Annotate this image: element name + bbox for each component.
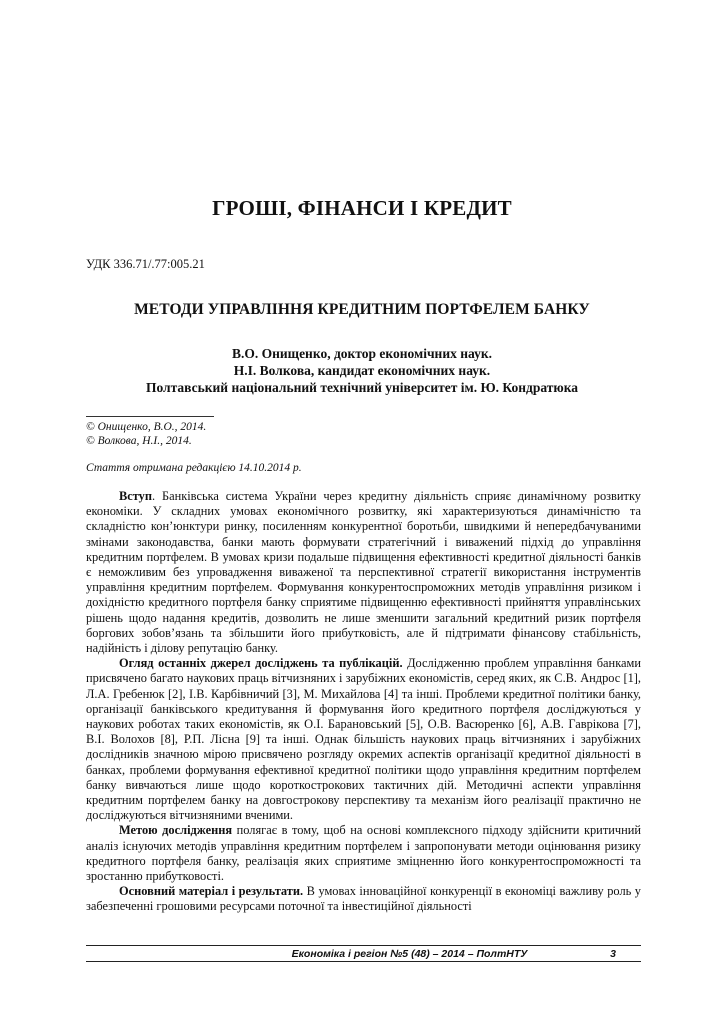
udk-code: УДК 336.71/.77:005.21 [86, 257, 205, 271]
paragraph-results-text: В умовах інноваційної конкуренції в економіці важливу роль у забезпеченні грошовими ресурсами поточної та інвестиційної діяльності [86, 884, 641, 914]
paragraph-goal-lead: Метою дослідження [119, 823, 233, 838]
received-date: Стаття отримана редакцією 14.10.2014 р. [86, 462, 302, 474]
affiliation: Полтавський національний технічний університет ім. Ю. Кондратюка [145, 380, 579, 395]
copyright-block [86, 420, 206, 448]
paragraph-review-lead: Огляд останніх джерел досліджень та публікацій. [119, 656, 403, 671]
copyright-line-1: © Онищенко, В.О., 2014. [86, 421, 207, 433]
authors-block [90, 345, 634, 396]
section-title: ГРОШІ, ФІНАНСИ І КРЕДИТ [212, 196, 512, 220]
article-body [86, 489, 641, 915]
page-number: 3 [610, 947, 616, 960]
paragraph-results [86, 884, 641, 914]
paragraph-intro-lead: Вступ [119, 489, 153, 503]
paragraph-goal-text: полягає в тому, щоб на основі комплексного підходу здійснити критичний аналіз існуючих методів управління кредитним портфелем і запропонувати методи оцінювання ризику кредитного портфеля банку, реалізація яких сприятиме зміцненню його конкурентоспроможності та зростанню прибутковості. [86, 823, 641, 884]
paragraph-results-lead: Основний матеріал і результати. [119, 884, 304, 899]
page-footer [86, 945, 641, 962]
paragraph-review [86, 656, 641, 823]
author-1: В.О. Онищенко, доктор економічних наук. [231, 346, 492, 361]
paragraph-intro-text: . Банківська система України через кредитну діяльність сприяє динамічному розвитку економіки. У складних умовах економічного розвитку, які характеризуються динамічністю та складністю кон’юнктури ринку, посиленням конкурентної боротьби, швидкими й непередбачуваними змінами законодавства, банки мають формувати стратегічний і виважений підхід до управління кредитним портфелем. В умовах кризи подальше підвищення ефективності кредитної діяльності банків є неможливим без упровадження виваженої та перспективної стратегії використання інструментів управління кредитним портфелем. Формування конкурентоспроможних методів управління ризиком і дохідністю кредитного портфеля банку сприятиме підвищенню ефективності прийняття управлінських рішень щодо надання кредитів, дозволить не лише зменшити загальний кредитний ризик портфеля боргових зобов’язань та збільшити його прибутковість, але й підтримати фінансову стабільність, надійність і ділову репутацію банку. [86, 489, 641, 656]
author-2: Н.І. Волкова, кандидат економічних наук. [233, 363, 491, 378]
paragraph-goal [86, 823, 641, 884]
copyright-line-2: © Волкова, Н.І., 2014. [86, 435, 192, 447]
paragraph-intro [86, 489, 641, 656]
footer-journal: Економіка і регіон №5 (48) – 2014 – ПолтНТУ [291, 947, 528, 960]
footnote-divider [86, 416, 214, 417]
paragraph-review-text: Дослідженню проблем управління банками присвячено багато наукових праць вітчизняних і зарубіжних економістів, серед яких, як С.В. Андрос [1], Л.А. Гребенюк [2], І.В. Карбівничий [3], М. Михайлова [4] та інші. Проблеми кредитної політики банку, організації банківського кредитування й формування його кредитного портфеля досліджуються у наукових роботах таких економістів, як О.І. Барановський [5], О.В. Васюренко [6], А.В. Гаврікова [7], В.І. Волохов [8], Р.П. Лісна [9] та інші. Однак більшість наукових праць вітчизняних і зарубіжних дослідників значною мірою присвячено розгляду окремих аспектів організації кредитної діяльності в банках, проблеми формування ефективної кредитної політики щодо управління кредитним портфелем банку вивчаються лише щодо короткострокових тактичних дій. Методичні аспекти управління кредитним портфелем банку на довгострокову перспективу та механізм його реалізації практично не досліджуються вітчизняними вченими. [86, 656, 641, 823]
article-title: МЕТОДИ УПРАВЛІННЯ КРЕДИТНИМ ПОРТФЕЛЕМ БАНКУ [134, 301, 590, 318]
